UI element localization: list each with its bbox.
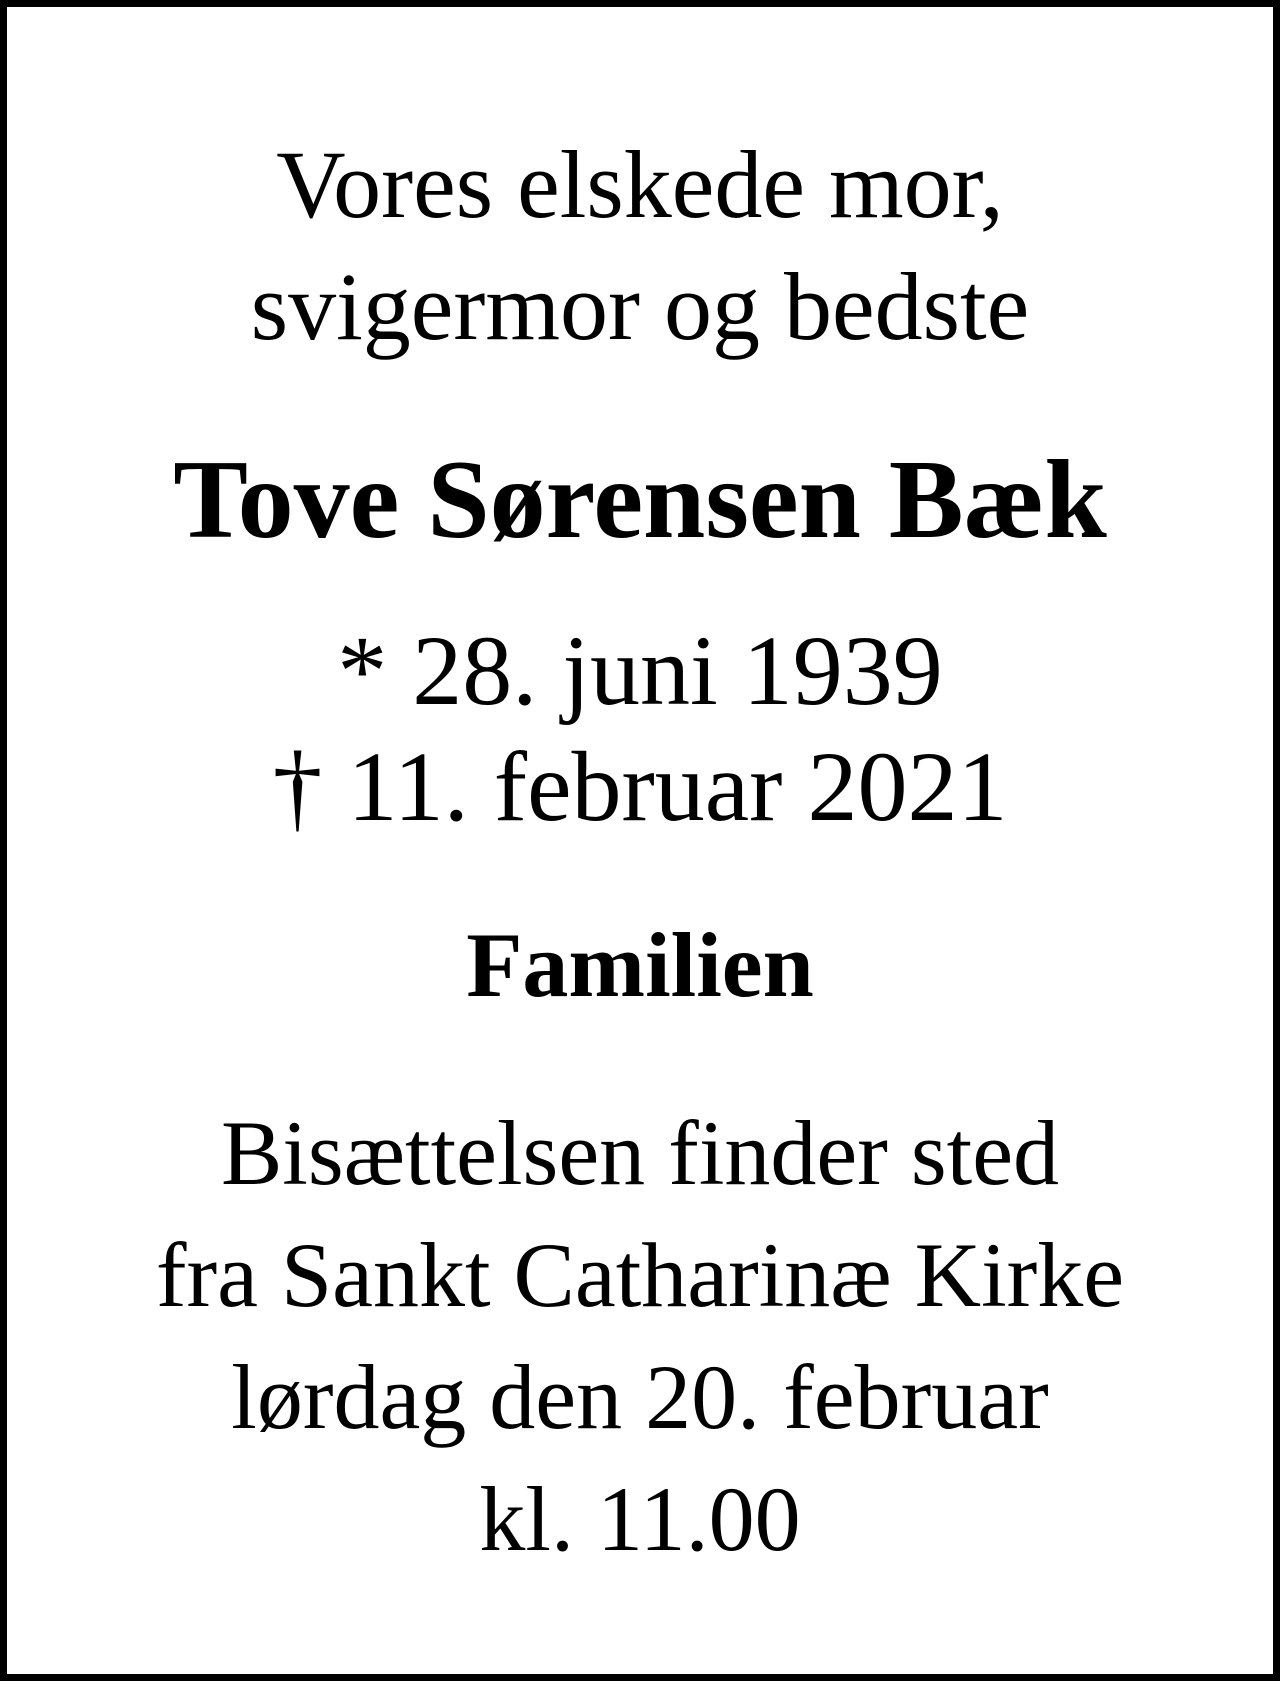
funeral-line-2: fra Sankt Catharinæ Kirke: [155, 1224, 1125, 1326]
birth-date: * 28. juni 1939: [337, 615, 943, 726]
funeral-line-3: lørdag den 20. februar: [231, 1346, 1049, 1448]
funeral-line-1: Bisættelsen finder sted: [220, 1102, 1060, 1204]
intro-line-2: svigermor og bedste: [250, 253, 1030, 360]
signature-family: Familien: [466, 914, 814, 1016]
deceased-name: Tove Sørensen Bæk: [173, 438, 1107, 562]
death-date: † 11. februar 2021: [272, 731, 1008, 842]
funeral-line-4: kl. 11.00: [479, 1468, 801, 1570]
intro-line-1: Vores elskede mor,: [276, 131, 1004, 238]
